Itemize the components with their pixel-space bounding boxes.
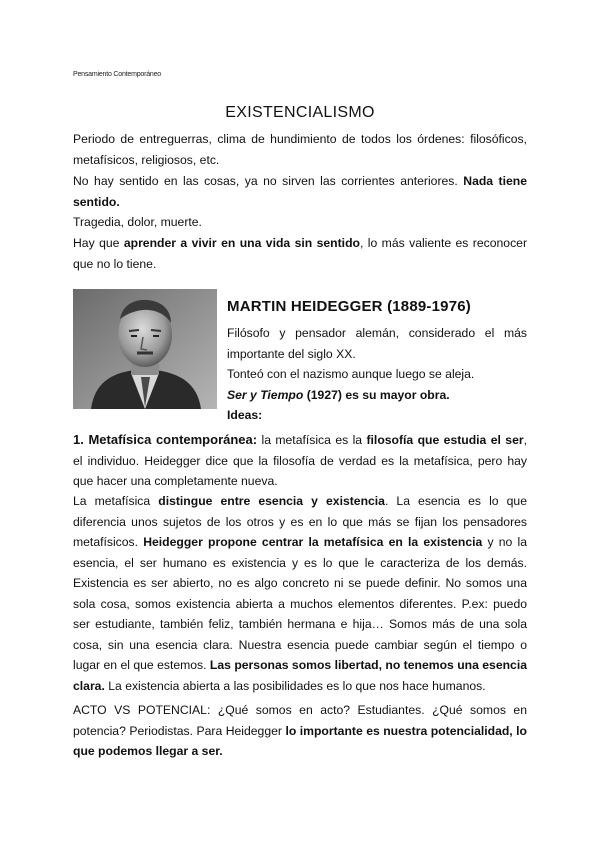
emphasis: Nada tiene sentido. (73, 174, 527, 209)
body-paragraph-3: ACTO VS POTENCIAL: ¿Qué somos en acto? Estudiantes. ¿Qué somos en potencia? Periodistas. Para Heidegger lo importante es nuestra potencialidad, lo que podemos llegar a ser. (73, 703, 527, 758)
intro-paragraph-2: No hay sentido en las cosas, ya no sirven las corrientes anteriores. Nada tiene sentido. (73, 174, 527, 209)
bio-line-1: Filósofo y pensador alemán, considerado el más importante del siglo XX. (227, 326, 527, 361)
bio-line-2: Tonteó con el nazismo aunque luego se aleja. (227, 367, 475, 381)
intro-paragraph-3: Tragedia, dolor, muerte. (73, 215, 202, 229)
intro-paragraph-1: Periodo de entreguerras, clima de hundimiento de todos los órdenes: filosóficos, metafísicos, religiosos, etc. (73, 132, 527, 167)
body-paragraph-2: La metafísica distingue entre esencia y existencia. La esencia es lo que diferencia unos sujetos de los otros y es en lo que más se fijan los pensadores metafísicos. Heidegger propone centrar la metafísica en la existencia y no la esencia, el ser humano es existencia y es lo que le caracteriza de los demás. Existencia es ser abierto, no es algo concreto ni se puede definir. No somos una sola cosa, somos existencia abierta a muchos elementos diferentes. P.ex: puedo ser estudiante, también feliz, también hermana e hija… Somos más de una sola cosa, sin una esencia clara. Nuestra esencia puede cambiar según el tiempo o lugar en el que estemos. Las personas somos libertad, no tenemos una esencia clara. La existencia abierta a las posibilidades es lo que nos hace humanos. (73, 494, 528, 693)
heidegger-portrait (73, 289, 217, 409)
running-header: Pensamiento Contemporáneo (73, 71, 162, 78)
bio-line-3: Ser y Tiempo (1927) es su mayor obra. (227, 388, 450, 402)
section-heading: MARTIN HEIDEGGER (1889-1976) (227, 298, 471, 315)
ideas-label: Ideas: (227, 408, 263, 422)
body-paragraph-1: 1. Metafísica contemporánea: la metafísica es la filosofía que estudia el ser, el individuo. Heidegger dice que la filosofía de verdad es la metafísica, pero hay que hacer una completamente nueva. (73, 432, 527, 488)
portrait-photo (73, 289, 217, 409)
page-title: EXISTENCIALISMO (225, 104, 375, 121)
emphasis: aprender a vivir en una vida sin sentido (123, 236, 360, 250)
book-title: Ser y Tiempo (227, 388, 304, 402)
intro-paragraph-4: Hay que aprender a vivir en una vida sin sentido, lo más valiente es reconocer que no lo tiene. (73, 236, 528, 271)
